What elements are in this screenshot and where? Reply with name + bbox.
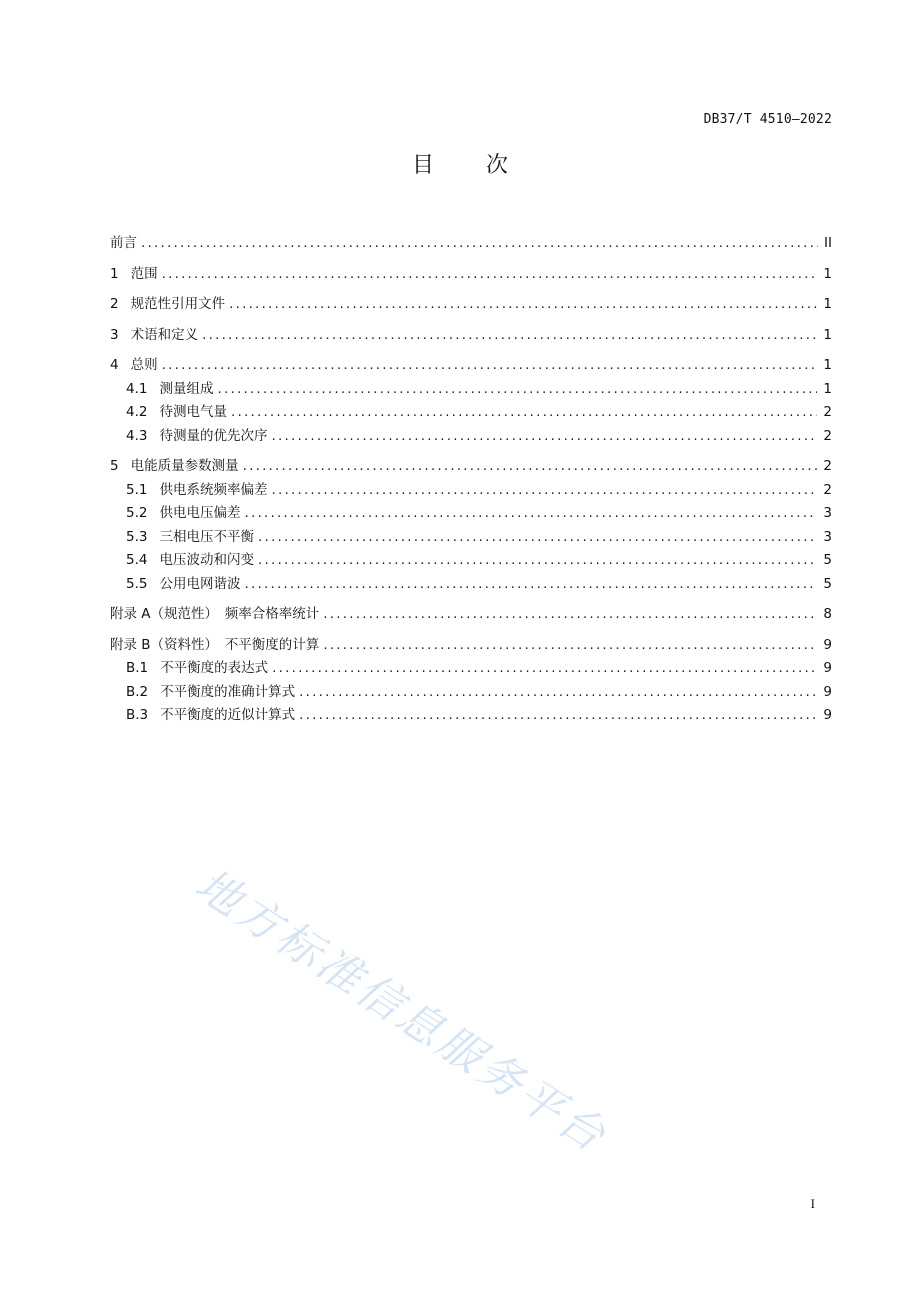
toc-dot-leader <box>258 550 817 570</box>
toc-dot-leader <box>323 635 817 655</box>
toc-entry-number: 3 <box>110 326 119 343</box>
toc-entry[interactable] <box>110 355 832 379</box>
toc-entry[interactable] <box>110 294 832 318</box>
toc-entry-label: 电压波动和闪变 <box>159 552 254 568</box>
toc-dot-leader <box>202 325 817 345</box>
toc-entry-number: 2 <box>110 296 119 312</box>
toc-entry-label: 待测电气量 <box>159 404 227 420</box>
toc-entry-number: 5.5 <box>126 575 148 592</box>
toc-entry-label: 附录 B（资料性） 不平衡度的计算 <box>110 636 320 653</box>
toc-entry-page: 1 <box>823 296 832 312</box>
toc-title <box>0 148 920 179</box>
toc-entry[interactable] <box>110 635 832 659</box>
watermark: 地方标准信息服务平台 <box>186 859 617 1164</box>
toc-dot-leader <box>323 604 817 624</box>
toc-entry-page: 9 <box>823 660 832 676</box>
toc-dot-leader <box>299 705 817 725</box>
toc-dot-leader <box>272 658 817 678</box>
toc-dot-leader <box>162 264 818 284</box>
toc-entry-label: 范围 <box>130 265 158 282</box>
toc-entry-label: 规范性引用文件 <box>130 296 226 312</box>
toc-entry-page: 1 <box>823 380 832 397</box>
toc-entry[interactable] <box>110 264 832 288</box>
toc-entry[interactable] <box>110 527 832 551</box>
toc-dot-leader <box>271 426 817 446</box>
toc-entry-number: 1 <box>110 265 119 282</box>
toc-entry-number: 5.2 <box>126 505 148 521</box>
toc-entry-number: 4 <box>110 357 119 373</box>
table-of-contents <box>110 233 832 729</box>
toc-entry-number: 4.2 <box>126 404 148 420</box>
toc-dot-leader <box>244 503 817 523</box>
toc-entry[interactable] <box>110 604 832 628</box>
toc-entry-number: 5.4 <box>126 552 148 568</box>
toc-entry[interactable] <box>110 658 832 682</box>
toc-entry-number: B.2 <box>126 683 149 700</box>
toc-entry[interactable] <box>110 456 832 480</box>
toc-entry-page: 9 <box>823 683 832 700</box>
toc-entry[interactable] <box>110 503 832 527</box>
toc-entry-page: 5 <box>823 575 832 592</box>
toc-entry[interactable] <box>110 402 832 426</box>
toc-entry-label: 三相电压不平衡 <box>159 528 254 545</box>
toc-entry-page: 1 <box>823 265 832 282</box>
toc-entry[interactable] <box>110 480 832 504</box>
toc-entry-page: 5 <box>823 552 832 568</box>
page-number: I <box>810 1196 815 1211</box>
toc-entry-number: 5.1 <box>126 481 148 498</box>
toc-entry-page: 2 <box>823 427 832 444</box>
toc-entry-page: 2 <box>823 404 832 420</box>
document-header-code: DB37/T 4510—2022 <box>703 112 832 127</box>
toc-dot-leader <box>244 574 817 594</box>
toc-entry-label: 供电电压偏差 <box>159 505 241 521</box>
toc-entry-page: II <box>824 235 832 251</box>
toc-entry-label: 供电系统频率偏差 <box>159 481 268 498</box>
toc-title-char-2: 次 <box>486 153 509 178</box>
toc-entry-page: 8 <box>823 606 832 622</box>
toc-dot-leader <box>258 527 817 547</box>
toc-dot-leader <box>231 402 817 422</box>
toc-entry-page: 3 <box>823 528 832 545</box>
toc-entry-number: 4.3 <box>126 427 148 444</box>
toc-entry-label: 前言 <box>110 235 137 251</box>
toc-dot-leader <box>243 456 818 476</box>
toc-entry-label: 待测量的优先次序 <box>159 427 268 444</box>
toc-entry[interactable] <box>110 426 832 450</box>
toc-entry-label: 附录 A（规范性） 频率合格率统计 <box>110 606 320 622</box>
toc-entry-page: 2 <box>823 481 832 498</box>
toc-title-char-1: 目 <box>411 153 434 178</box>
toc-entry-label: 总则 <box>130 357 158 373</box>
toc-entry-label: 不平衡度的表达式 <box>160 660 269 676</box>
toc-entry[interactable] <box>110 325 832 349</box>
toc-dot-leader <box>271 480 817 500</box>
toc-dot-leader <box>162 355 818 375</box>
toc-entry-page: 9 <box>823 636 832 653</box>
toc-entry-label: 电能质量参数测量 <box>130 458 239 474</box>
toc-entry-label: 不平衡度的近似计算式 <box>160 707 296 723</box>
toc-entry-page: 1 <box>823 357 832 373</box>
toc-entry[interactable] <box>110 705 832 729</box>
toc-entry[interactable] <box>110 682 832 706</box>
toc-entry-number: 5 <box>110 458 119 474</box>
toc-dot-leader <box>229 294 817 314</box>
toc-entry-label: 测量组成 <box>159 380 214 397</box>
toc-dot-leader <box>141 233 818 253</box>
toc-entry-number: B.1 <box>126 660 149 676</box>
toc-entry-number: B.3 <box>126 707 149 723</box>
toc-entry-label: 不平衡度的准确计算式 <box>160 683 296 700</box>
toc-entry-label: 公用电网谐波 <box>159 575 241 592</box>
toc-entry-number: 5.3 <box>126 528 148 545</box>
toc-entry[interactable] <box>110 379 832 403</box>
toc-dot-leader <box>299 682 817 702</box>
toc-entry-page: 9 <box>823 707 832 723</box>
toc-entry[interactable] <box>110 550 832 574</box>
toc-entry-page: 2 <box>823 458 832 474</box>
toc-entry-number: 4.1 <box>126 380 148 397</box>
toc-entry-page: 3 <box>823 505 832 521</box>
toc-dot-leader <box>217 379 817 399</box>
toc-entry[interactable] <box>110 233 832 257</box>
toc-entry[interactable] <box>110 574 832 598</box>
toc-entry-label: 术语和定义 <box>130 326 199 343</box>
toc-entry-page: 1 <box>823 326 832 343</box>
